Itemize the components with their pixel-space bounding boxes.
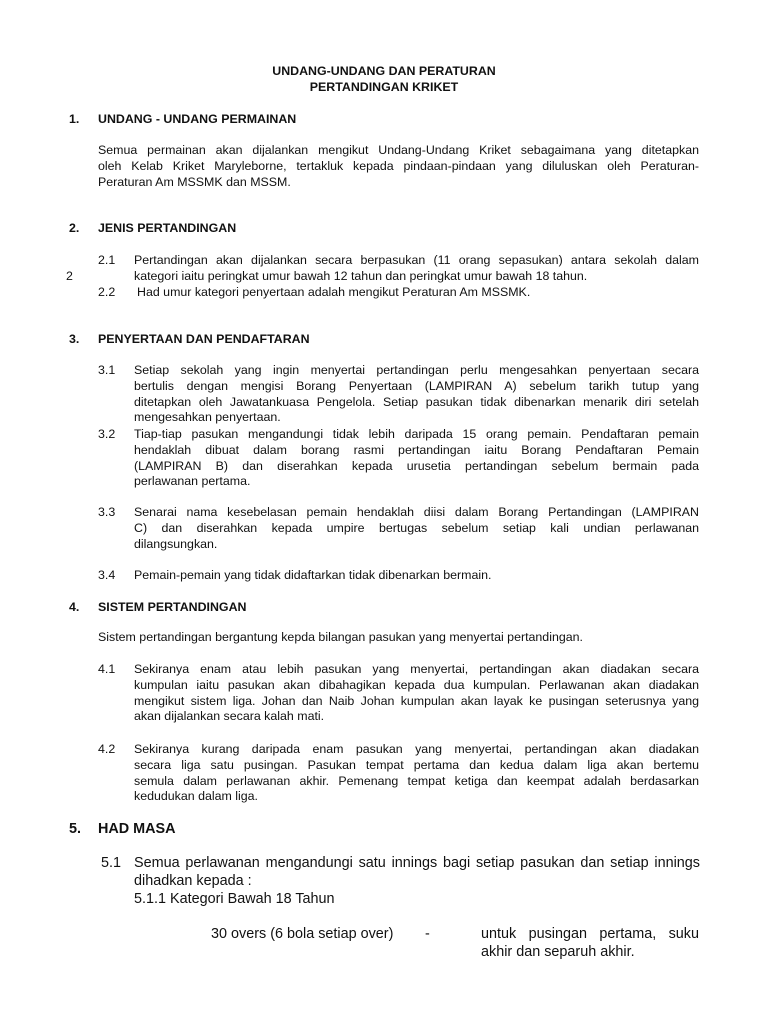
- paragraph-line: untuk pusingan pertama, suku: [481, 926, 699, 942]
- section-1-number: 1.: [69, 112, 80, 126]
- paragraph-line: Setiap sekolah yang ingin menyertai pertandingan perlu mengesahkan penyertaan secara: [134, 363, 699, 377]
- paragraph-line: akhir dan separuh akhir.: [481, 943, 635, 960]
- section-1-heading: UNDANG - UNDANG PERMAINAN: [98, 112, 297, 126]
- item-5-1-text: [134, 855, 700, 890]
- paragraph-line: Pertandingan akan dijalankan secara berpasukan (11 orang sepasukan) antara sekolah dalam: [134, 253, 699, 267]
- section-4-heading: SISTEM PERTANDINGAN: [98, 600, 247, 614]
- paragraph-line: oleh Kelab Kriket Maryleborne, tertakluk kepada pindaan-pindaan yang diluluskan oleh Peraturan-: [98, 158, 699, 173]
- paragraph-line: dilangsungkan.: [134, 536, 218, 551]
- item-4-1-text: [134, 662, 699, 725]
- item-4-1-number: 4.1: [98, 662, 116, 676]
- item-2-2-text: Had umur kategori penyertaan adalah mengikut Peraturan Am MSSMK.: [137, 285, 531, 299]
- section-5-number: 5.: [69, 821, 82, 837]
- section-5-heading: HAD MASA: [98, 821, 176, 837]
- item-4-2-number: 4.2: [98, 742, 116, 756]
- paragraph-line: mengikut sistem liga. Johan dan Naib Johan kumpulan akan layak ke pusingan seterusnya yang: [134, 693, 699, 708]
- section-3-number: 3.: [69, 332, 80, 346]
- paragraph-line: Semua permainan akan dijalankan mengikut Undang-Undang Kriket sebagaimana yang ditetapkan: [98, 143, 699, 157]
- paragraph-line: Semua perlawanan mengandungi satu innings bagi setiap pasukan dan setiap innings: [134, 855, 700, 871]
- paragraph-line: mengesahkan penyertaan.: [134, 410, 281, 425]
- item-3-1-number: 3.1: [98, 363, 116, 377]
- item-3-4-text: Pemain-pemain yang tidak didaftarkan tidak dibenarkan bermain.: [134, 568, 492, 582]
- paragraph-line: ditetapkan oleh Jawatankuasa Pengelola. Setiap pasukan tidak dibenarkan menarik diri setelah: [134, 394, 699, 409]
- item-2-2-number: 2.2: [98, 285, 116, 299]
- paragraph-line: perlawanan pertama.: [134, 474, 251, 489]
- paragraph-line: Sekiranya enam atau lebih pasukan yang menyertai, pertandingan akan diadakan secara: [134, 662, 699, 676]
- item-3-4-number: 3.4: [98, 568, 116, 582]
- paragraph-line: semula dalam perlawanan akhir. Pemenang tempat ketiga dan keempat adalah berdasarkan: [134, 773, 699, 788]
- section-4-intro: Sistem pertandingan bergantung kepda bilangan pasukan yang menyertai pertandingan.: [98, 630, 583, 644]
- item-3-2-text: [134, 427, 699, 490]
- paragraph-line: Peraturan Am MSSMK dan MSSM.: [98, 174, 291, 189]
- paragraph-line: akan dijalankan secara kalah mati.: [134, 709, 325, 724]
- item-3-1-text: [134, 363, 699, 426]
- item-3-2-number: 3.2: [98, 427, 116, 441]
- paragraph-line: bertulis dengan mengisi Borang Penyertaan (LAMPIRAN A) sebelum tarikh tutup yang: [134, 378, 699, 393]
- item-3-3-text: [134, 505, 699, 552]
- item-3-3-number: 3.3: [98, 505, 116, 519]
- subitem-5-1-1: 5.1.1 Kategori Bawah 18 Tahun: [134, 891, 335, 907]
- paragraph-line: secara liga satu pusingan. Pasukan tempat pertama dan kedua dalam liga akan bertemu: [134, 757, 699, 772]
- section-2-number: 2.: [69, 221, 80, 235]
- item-4-2-text: [134, 742, 699, 805]
- doc-title-line2: PERTANDINGAN KRIKET: [309, 80, 459, 94]
- item-2-1-number: 2.1: [98, 253, 116, 267]
- dash-separator: -: [425, 926, 430, 942]
- doc-title-line1: UNDANG-UNDANG DAN PERATURAN: [272, 64, 496, 78]
- paragraph-line: dihadkan kepada :: [134, 872, 252, 889]
- section-1-paragraph: [98, 143, 699, 190]
- overs-description: [481, 926, 699, 961]
- section-2-heading: JENIS PERTANDINGAN: [98, 221, 237, 235]
- item-5-1-number: 5.1: [101, 855, 122, 871]
- paragraph-line: C) dan diserahkan kepada umpire bertugas sebelum setiap kali undian perlawanan: [134, 520, 699, 535]
- section-3-heading: PENYERTAAN DAN PENDAFTARAN: [98, 332, 310, 346]
- paragraph-line: Sekiranya kurang daripada enam pasukan yang menyertai, pertandingan akan diadakan: [134, 742, 699, 756]
- paragraph-line: hendaklah dibuat dalam borang rasmi pertandingan iaitu Borang Pendaftaran Pemain: [134, 442, 699, 457]
- paragraph-line: (LAMPIRAN B) dan diserahkan kepada urusetia pertandingan sebelum bermain pada: [134, 458, 699, 473]
- paragraph-line: kategori iaitu peringkat umur bawah 12 tahun dan peringkat umur bawah 18 tahun.: [134, 268, 588, 283]
- overs-text: 30 overs (6 bola setiap over): [211, 926, 394, 942]
- paragraph-line: Senarai nama kesebelasan pemain hendaklah diisi dalam Borang Pertandingan (LAMPIRAN: [134, 505, 699, 519]
- margin-mark: 2: [66, 269, 73, 283]
- paragraph-line: Tiap-tiap pasukan mengandungi tidak lebih daripada 15 orang pemain. Pendaftaran pemain: [134, 427, 699, 441]
- item-2-1-text: [134, 253, 699, 285]
- paragraph-line: kumpulan iaitu pasukan akan dibahagikan kepada dua kumpulan. Perlawanan akan diadakan: [134, 677, 699, 692]
- section-4-number: 4.: [69, 600, 80, 614]
- paragraph-line: kedudukan dalam liga.: [134, 789, 258, 804]
